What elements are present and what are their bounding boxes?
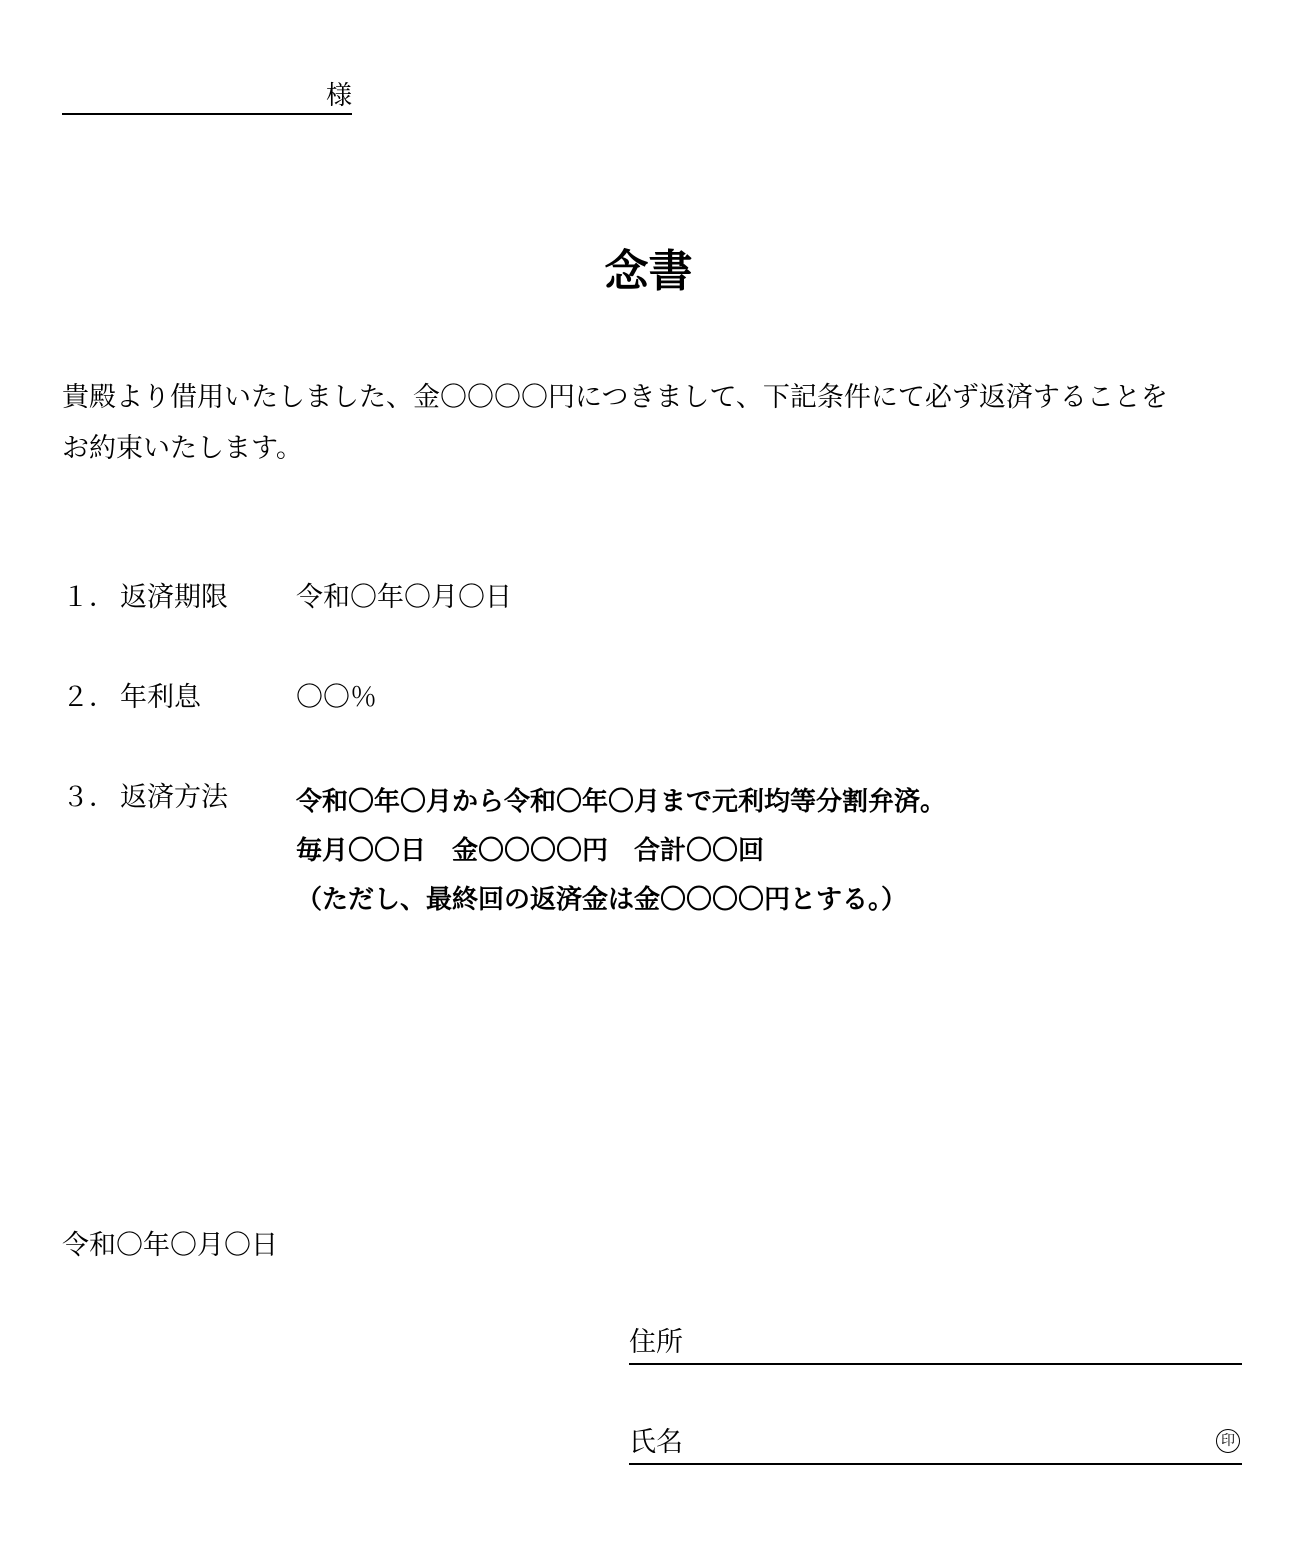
condition-number: ３．	[62, 782, 116, 813]
condition-number: １．	[62, 582, 116, 613]
condition-label: 返済期限	[120, 582, 228, 613]
signature-name-line	[629, 1423, 1242, 1465]
body-paragraph	[62, 372, 1252, 474]
condition-label: 返済方法	[120, 782, 228, 813]
body-line-1: 貴殿より借用いたしました、金〇〇〇〇円につきまして、下記条件にて必ず返済することを	[62, 382, 1168, 413]
condition-number: ２．	[62, 682, 116, 713]
condition-repayment-deadline	[62, 578, 512, 618]
seal-icon: 印	[1216, 1429, 1240, 1453]
document-title: 念書	[604, 246, 693, 297]
method-line-2: 毎月〇〇日 金〇〇〇〇円 合計〇〇回	[296, 836, 765, 866]
repayment-method-details	[296, 778, 946, 925]
condition-repayment-method	[62, 778, 296, 818]
condition-value: 〇〇％	[296, 682, 377, 713]
name-label: 氏名	[629, 1427, 683, 1458]
method-line-1: 令和〇年〇月から令和〇年〇月まで元利均等分割弁済。	[296, 787, 947, 817]
signature-address-line	[629, 1323, 1242, 1365]
document-date: 令和〇年〇月〇日	[62, 1230, 278, 1261]
condition-annual-interest	[62, 678, 377, 718]
condition-value: 令和〇年〇月〇日	[296, 582, 512, 613]
addressee-honorific: 様	[325, 81, 352, 111]
addressee-line	[62, 80, 352, 115]
body-line-2: お約束いたします。	[62, 433, 303, 464]
condition-label: 年利息	[120, 682, 201, 713]
method-line-3: （ただし、最終回の返済金は金〇〇〇〇円とする。）	[296, 885, 908, 915]
address-label: 住所	[629, 1327, 683, 1358]
